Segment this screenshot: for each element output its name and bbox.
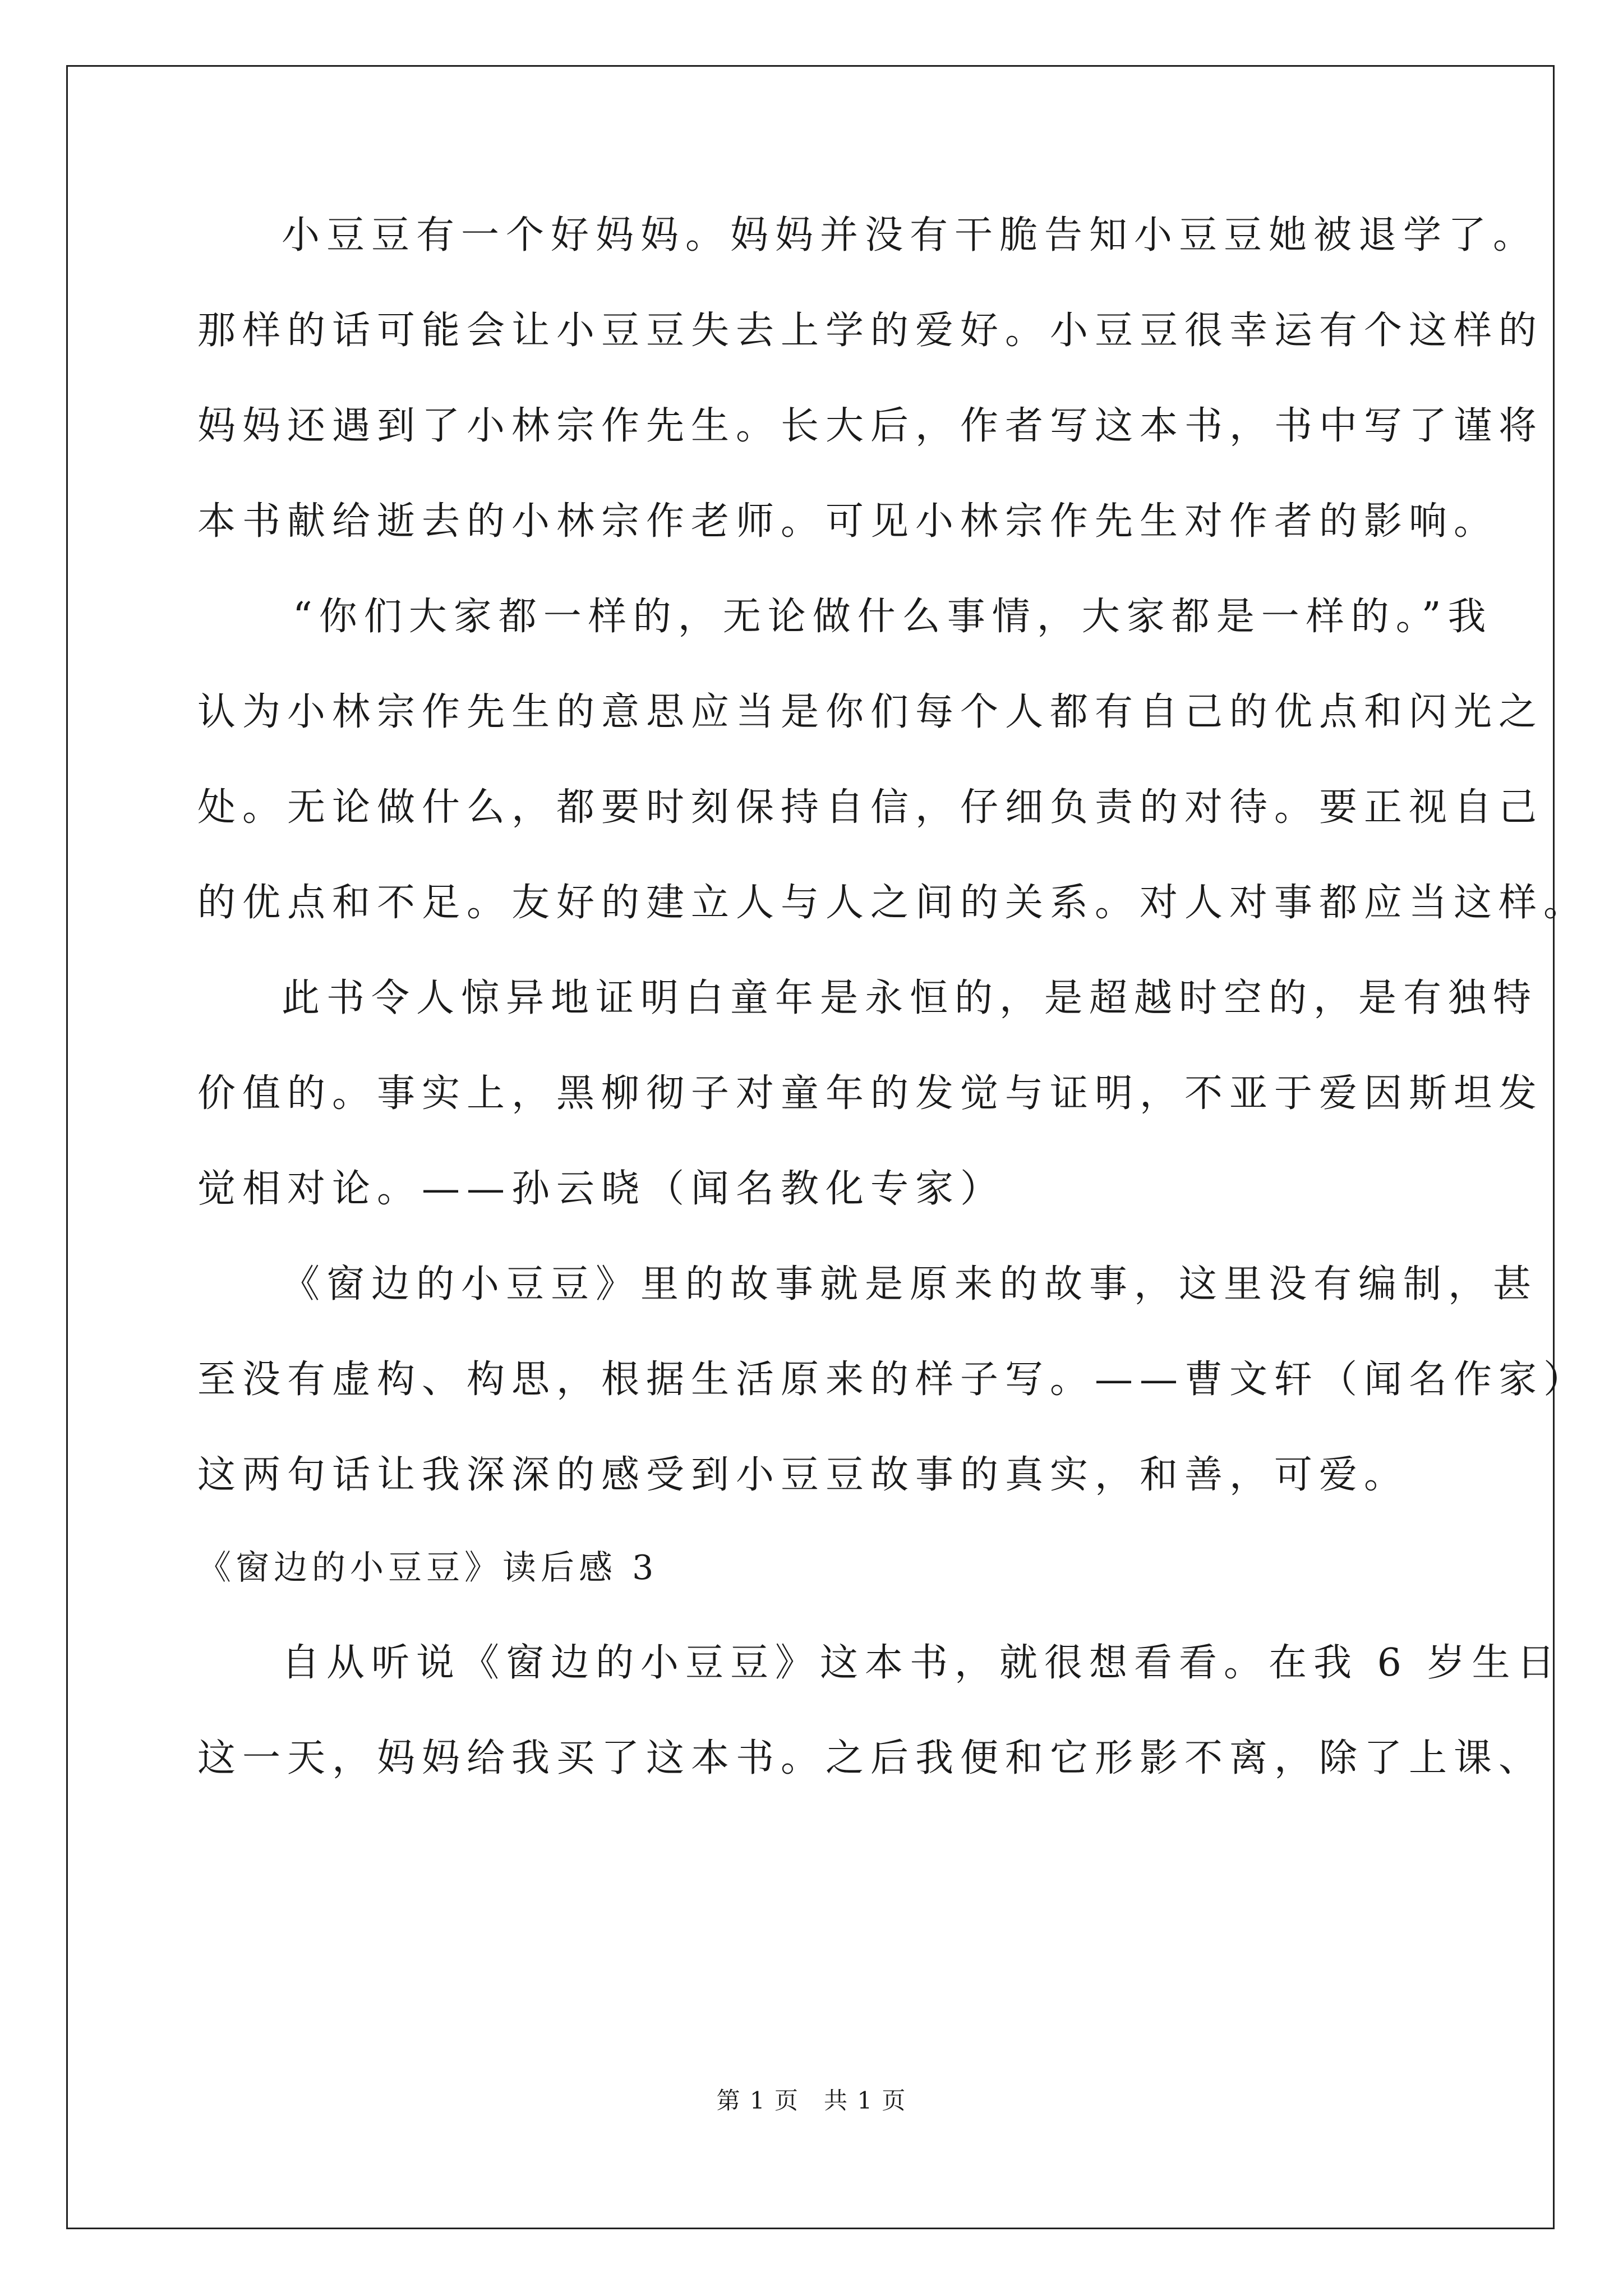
paragraph-line: “你们大家都一样的，无论做什么事情，大家都是一样的。”我 (293, 595, 1493, 639)
paragraph-line: 本书献给逝去的小林宗作老师。可见小林宗作先生对作者的影响。 (197, 499, 1499, 544)
section-heading: 《窗边的小豆豆》读后感 3 (197, 1548, 658, 1588)
paragraph-line: 觉相对论。——孙云晓（闻名教化专家） (197, 1167, 1006, 1211)
paragraph-line: 自从听说《窗边的小豆豆》这本书，就很想看看。在我 6 岁生日 (282, 1641, 1562, 1685)
paragraph-line: 处。无论做什么，都要时刻保持自信，仔细负责的对待。要正视自己 (197, 785, 1544, 830)
page-number-footer: 第 1 页 共 1 页 (716, 2087, 907, 2114)
paragraph-line: 《窗边的小豆豆》里的故事就是原来的故事，这里没有编制，甚 (282, 1262, 1538, 1306)
paragraph-line: 妈妈还遇到了小林宗作先生。长大后，作者写这本书，书中写了谨将 (197, 404, 1544, 448)
paragraph-line: 至没有虚构、构思，根据生活原来的样子写。——曹文轩（闻名作家） (197, 1358, 1589, 1402)
paragraph-line: 这两句话让我深深的感受到小豆豆故事的真实，和善，可爱。 (197, 1453, 1409, 1497)
paragraph-line: 小豆豆有一个好妈妈。妈妈并没有干脆告知小豆豆她被退学了。 (282, 213, 1538, 257)
paragraph-line: 认为小林宗作先生的意思应当是你们每个人都有自己的优点和闪光之 (197, 690, 1544, 734)
paragraph-line: 这一天，妈妈给我买了这本书。之后我便和它形影不离，除了上课、 (197, 1736, 1544, 1780)
page-frame (66, 65, 1555, 2229)
paragraph-line: 此书令人惊异地证明白童年是永恒的，是超越时空的，是有独特 (282, 976, 1538, 1020)
paragraph-line: 价值的。事实上，黑柳彻子对童年的发觉与证明，不亚于爱因斯坦发 (197, 1071, 1544, 1116)
paragraph-line: 那样的话可能会让小豆豆失去上学的爱好。小豆豆很幸运有个这样的 (197, 309, 1544, 353)
paragraph-line: 的优点和不足。友好的建立人与人之间的关系。对人对事都应当这样。 (197, 881, 1589, 925)
